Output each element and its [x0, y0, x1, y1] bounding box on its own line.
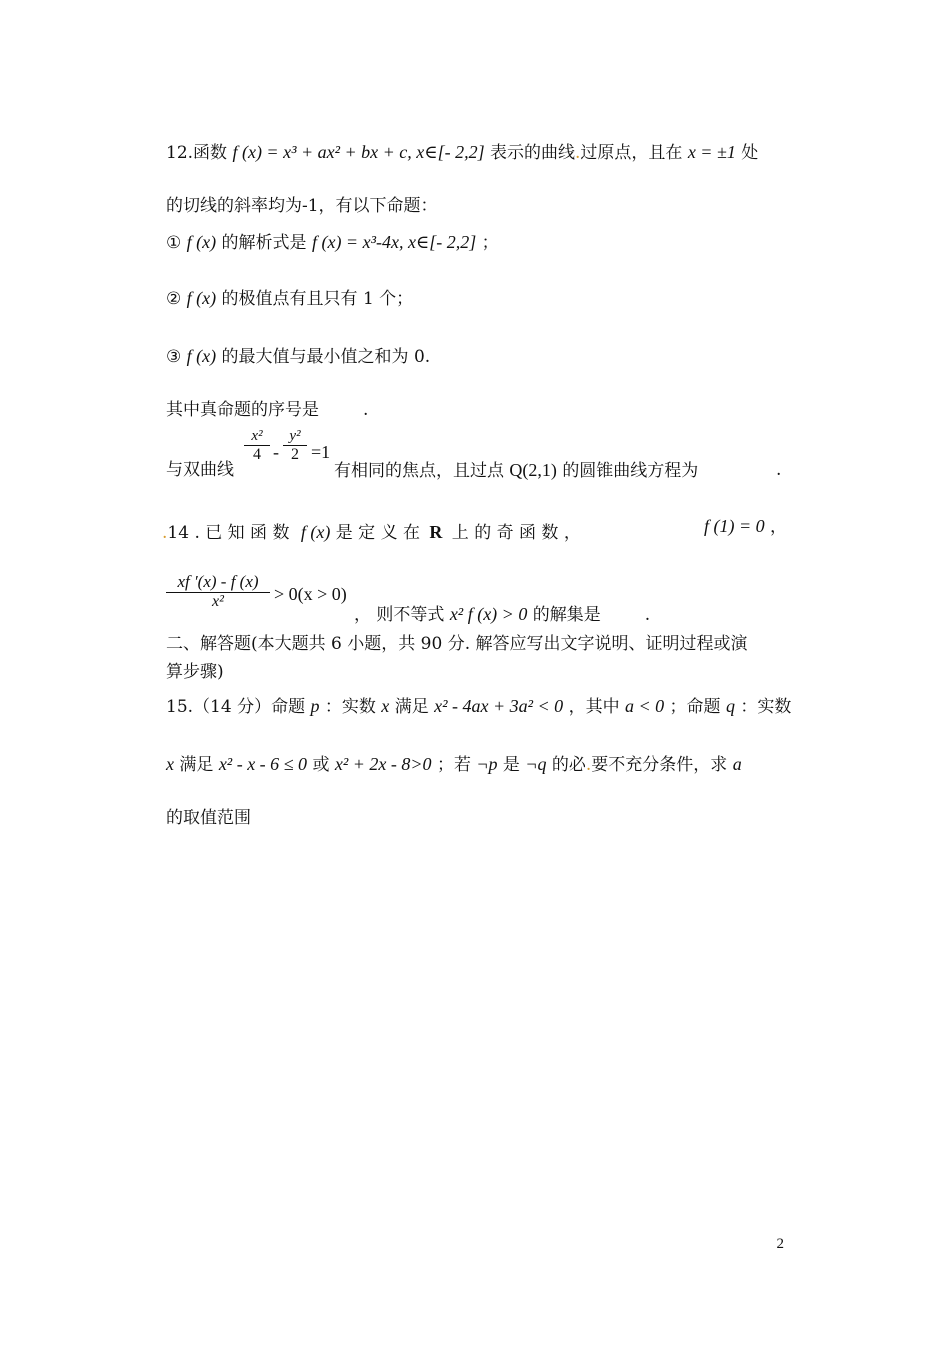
- page-number: 2: [776, 1236, 784, 1252]
- q12-mid2: 过原点，且在: [580, 143, 683, 163]
- q14-tail: 的解集是: [532, 605, 601, 625]
- q15-l2-x: x: [166, 754, 174, 774]
- q15-acond: a < 0: [624, 696, 665, 716]
- section2-heading-line1: 二、解答题(本大题共 6 小题，共 90 分. 解答应写出文字说明、证明过程或演: [166, 634, 748, 654]
- q15-l2-or: 或: [312, 755, 330, 775]
- q14-frac-tail: > 0(x > 0): [274, 584, 347, 604]
- q14-frac-den: x²: [212, 593, 224, 610]
- q12-function: f (x) = x³ + ax² + bx + c, x∈[- 2,2]: [232, 142, 485, 162]
- q14-line1: [162, 520, 581, 545]
- q15-notq: ¬q: [525, 754, 547, 774]
- q13-frac1-den: 4: [253, 446, 261, 463]
- q15-t3: ，其中: [568, 697, 620, 717]
- q12-prop2: [166, 286, 413, 311]
- q15-p: p: [310, 696, 320, 716]
- q15-a: a: [732, 754, 742, 774]
- q12-prop1-num: ①: [166, 233, 182, 253]
- q12-prop2-num: ②: [166, 289, 182, 309]
- q14-cond: f (1) = 0: [704, 516, 765, 536]
- q12-xcond: x = ±1: [687, 142, 736, 162]
- q15-t1: ：实数: [324, 697, 376, 717]
- q12-ask-end: .: [363, 400, 369, 420]
- q12-lead: 12.函数: [166, 143, 228, 163]
- q12-prop2-text: 的极值点有且只有 1 个；: [221, 289, 414, 309]
- q13-fraction-2: [283, 428, 307, 464]
- q12-prop3-text: 的最大值与最小值之和为 0.: [221, 347, 431, 367]
- q14-end: .: [644, 605, 651, 625]
- q14-dot: .: [162, 523, 168, 543]
- q15-line3: 的取值范围: [166, 808, 251, 828]
- q14-ineq: x² f (x) > 0: [449, 604, 528, 624]
- q12-ask-text: 其中真命题的序号是: [166, 400, 319, 420]
- q13-frac1-num: x²: [251, 428, 263, 444]
- q12-prop1: [166, 230, 499, 255]
- q14-f: f (x): [300, 522, 331, 542]
- q15-l2-t4: 的必: [551, 755, 586, 775]
- q12-prop1-expr: f (x) = x³-4x, x∈[- 2,2]: [311, 232, 477, 252]
- q13-line: [334, 458, 698, 483]
- q14-comma: ，: [770, 517, 788, 537]
- q13-frac2-den: 2: [291, 446, 299, 463]
- q14-mid3: ， 则不等式: [354, 605, 445, 625]
- q13-point: Q(2,1): [509, 460, 557, 480]
- q13-fraction-1: [244, 428, 270, 464]
- q15-l2-t2: ；若: [436, 755, 471, 775]
- q12-ask: [166, 398, 368, 422]
- q14-R: R: [429, 522, 443, 542]
- q15-q: q: [725, 696, 735, 716]
- q15-lead: 15.（14 分）命题: [166, 697, 306, 717]
- q14-fraction: [166, 572, 270, 611]
- q15-x: x: [381, 696, 390, 716]
- q13-minus: -: [273, 442, 279, 462]
- q12-prop1-f: f (x): [186, 232, 217, 252]
- section2-heading-line2: 算步骤): [166, 662, 224, 682]
- q15-l2-t1: 满足: [179, 755, 214, 775]
- q15-t4: ；命题: [669, 697, 721, 717]
- q12-prop3-num: ③: [166, 347, 182, 367]
- q13-frac2-num: y²: [289, 428, 301, 444]
- q12-tail: 处: [741, 143, 759, 163]
- q14-line2: [354, 602, 650, 627]
- q14-lead: 14 . 已 知 函 数: [167, 523, 290, 543]
- q12-line2: 的切线的斜率均为-1，有以下命题：: [166, 196, 438, 216]
- q15-notp: ¬p: [476, 754, 498, 774]
- q12-prop1-end: ；: [481, 233, 499, 253]
- q13-lead: 与双曲线: [166, 460, 234, 480]
- q14-frac-num: xf ′(x) - f (x): [177, 572, 259, 591]
- q15-l2-t3: 是: [502, 755, 520, 775]
- q12-prop1-text: 的解析式是: [221, 233, 307, 253]
- q15-t5: ：实数: [740, 697, 792, 717]
- q13-tail: 的圆锥曲线方程为: [562, 461, 699, 481]
- q13-mid: 有相同的焦点，且过点: [334, 461, 504, 481]
- q13-eq: =1: [311, 442, 331, 462]
- q14-mid: 是 定 义 在: [335, 523, 420, 543]
- q12-prop2-f: f (x): [186, 288, 217, 308]
- q15-l2-t5: 要不充分条件，求: [591, 755, 728, 775]
- q15-line2: x 满足 x² - x - 6 ≤ 0 或 x² + 2x - 8>0 ；若 ¬p 是 ¬q 的必.要不充分条件，求 a: [166, 754, 742, 775]
- q12-line1: 12.函数 f (x) = x³ + ax² + bx + c, x∈[- 2,2] 表示的曲线.过原点，且在 x = ±1 处: [166, 142, 759, 163]
- q15-ineq1: x² - 4ax + 3a² < 0: [434, 696, 564, 716]
- q15-ineq2: x² - x - 6 ≤ 0: [218, 754, 308, 774]
- q15-line1: [166, 694, 791, 719]
- q12-mid: 表示的曲线: [490, 143, 575, 163]
- q14-cond-wrap: [704, 514, 787, 539]
- q15-t2: 满足: [394, 697, 429, 717]
- q12-prop3: [166, 344, 430, 369]
- q15-ineq3: x² + 2x - 8>0: [334, 754, 432, 774]
- q14-mid2: 上 的 奇 函 数 ，: [451, 523, 581, 543]
- q12-prop3-f: f (x): [186, 346, 217, 366]
- q13-end: .: [776, 460, 782, 480]
